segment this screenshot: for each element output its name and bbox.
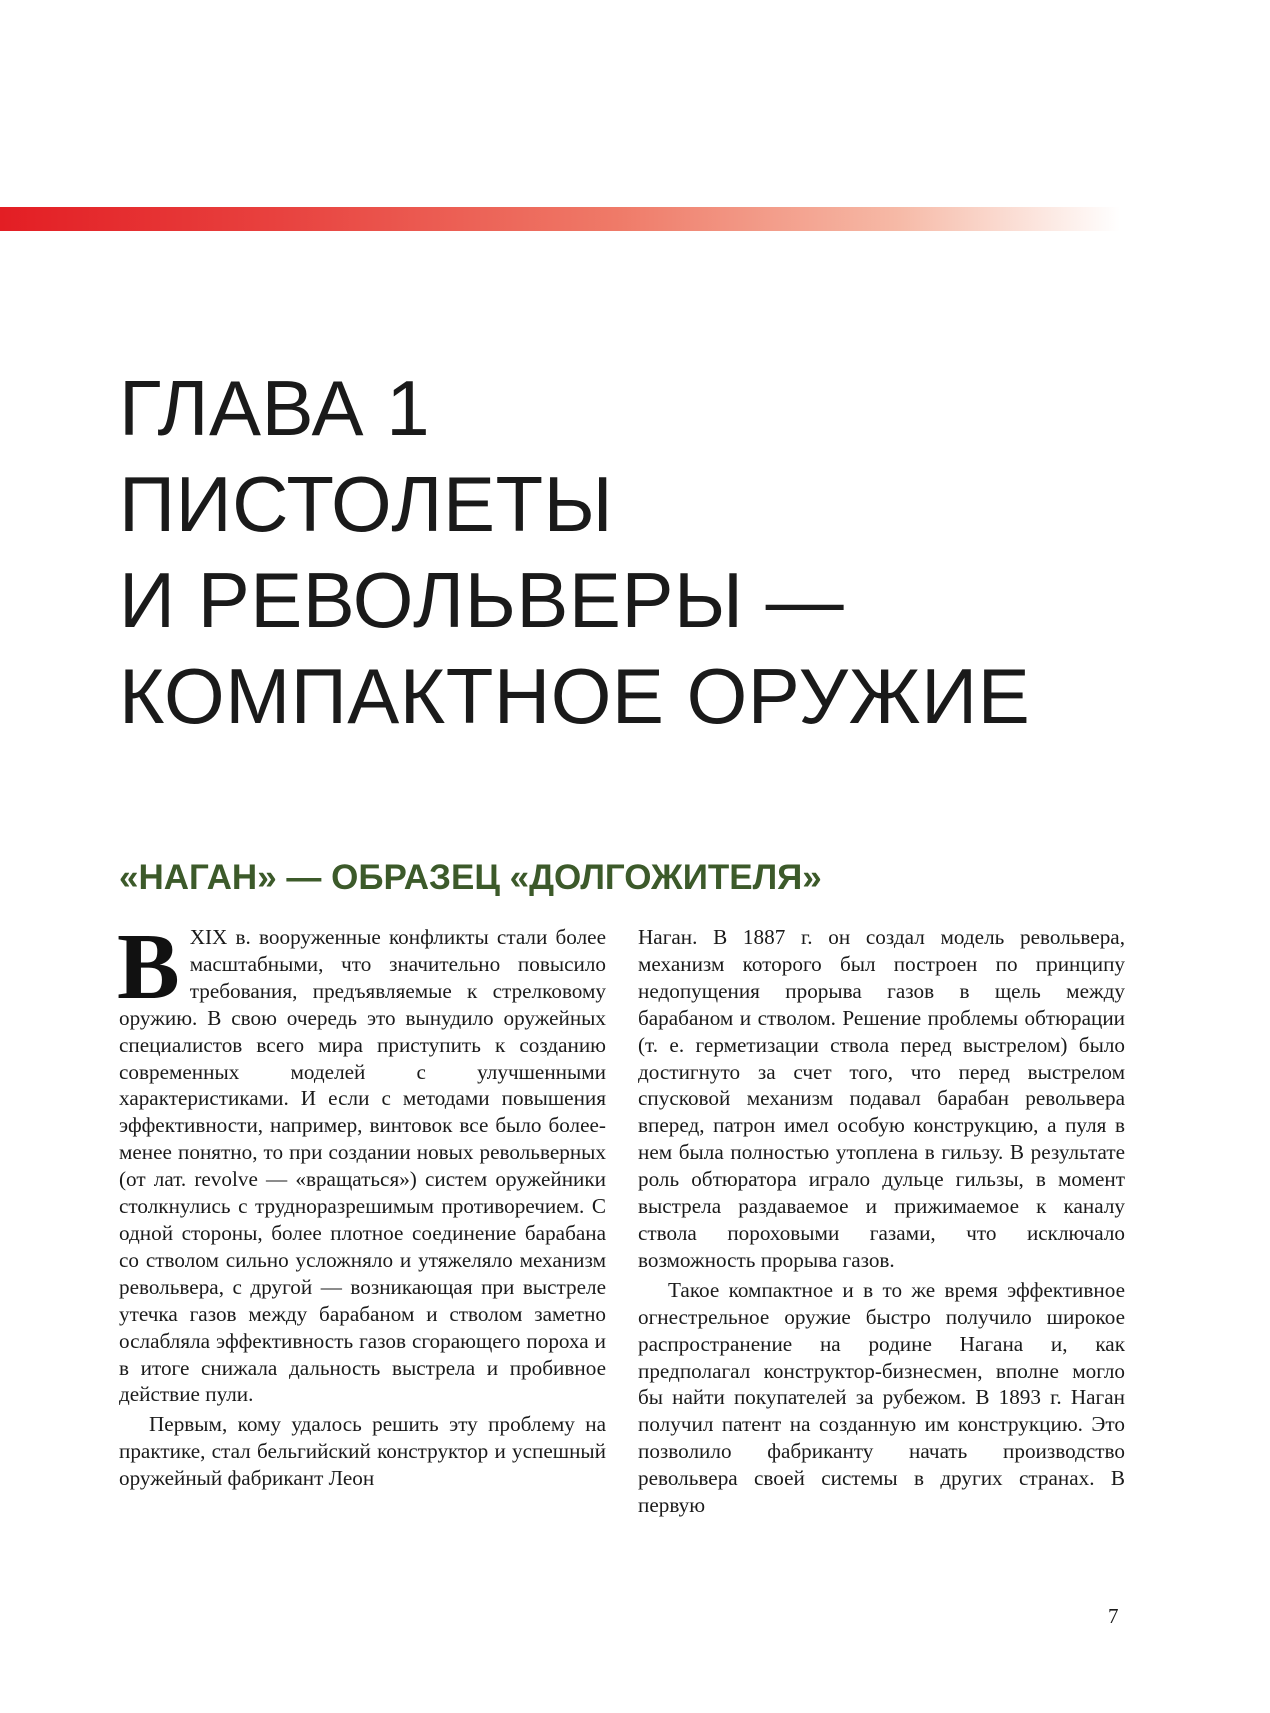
body-columns	[117, 915, 1125, 1519]
drop-cap: В	[117, 915, 180, 1019]
left-column	[117, 915, 606, 1519]
section-heading: «НАГАН» — ОБРАЗЕЦ «ДОЛГОЖИТЕЛЯ»	[119, 858, 822, 897]
chapter-title-line-2: ПИСТОЛЕТЫ	[119, 460, 614, 548]
right-paragraph-1: Наган. В 1887 г. он создал модель револьвера, механизм которого был построен по принципу недопущения прорыва газов в щель между барабаном и стволом. Решение проблемы обтюрации (т. е. герметизации ствола перед выстрелом) было достигнуто за счет того, что перед выстрелом спусковой механизм подавал барабан револьвера вперед, патрон имел особую конструкцию, а пуля в нем была полностью утоплена в гильзу. В результате роль обтюратора играло дульце гильзы, в момент выстрела раздаваемое и прижимаемое к каналу ствола пороховыми газами, что исключало возможность прорыва газов.	[638, 925, 1125, 1272]
decorative-gradient-bar	[0, 207, 1120, 231]
chapter-title-line-4: КОМПАКТНОЕ ОРУЖИЕ	[119, 652, 1031, 740]
left-paragraph-1-text: XIX в. вооруженные конфликты стали более масштабными, что значительно повысило требования, предъявляемые к стрелковому оружию. В свою очередь это вынудило оружейных специалистов всего мира приступить к созданию современных моделей с улучшенными характеристиками. И если с методами повышения эффективности, например, винтовок все было более-менее понятно, то при создании новых револьверных (от лат. revolve — «вращаться») систем оружейники столкнулись с трудноразрешимым противоречием. С одной стороны, более плотное соединение барабана со стволом сильно усложняло и утяжеляло механизм револьвера, с другой — возникающая при выстреле утечка газов между барабаном и стволом заметно ослабляла эффективность газов сгорающего пороха и в итоге снижала дальность выстрела и пробивное действие пули.	[119, 925, 606, 1407]
left-paragraph-2: Первым, кому удалось решить эту проблему на практике, стал бельгийский конструктор и успешный оружейный фабрикант Леон	[119, 1412, 606, 1491]
right-paragraph-2: Такое компактное и в то же время эффективное огнестрельное оружие быстро получило широкое распространение на родине Нагана и, как предполагал конструктор-бизнесмен, вполне могло бы найти покупателей за рубежом. В 1893 г. Наган получил патент на созданную им конструкцию. Это позволило фабриканту начать производство револьвера своей системы в других странах. В первую	[638, 1277, 1125, 1518]
page-number: 7	[1108, 1604, 1119, 1628]
right-column	[638, 924, 1125, 1519]
chapter-title	[119, 360, 1030, 744]
chapter-title-line-3: И РЕВОЛЬВЕРЫ —	[119, 556, 845, 644]
left-paragraph-1	[117, 915, 606, 1408]
chapter-title-line-1: ГЛАВА 1	[119, 364, 431, 452]
